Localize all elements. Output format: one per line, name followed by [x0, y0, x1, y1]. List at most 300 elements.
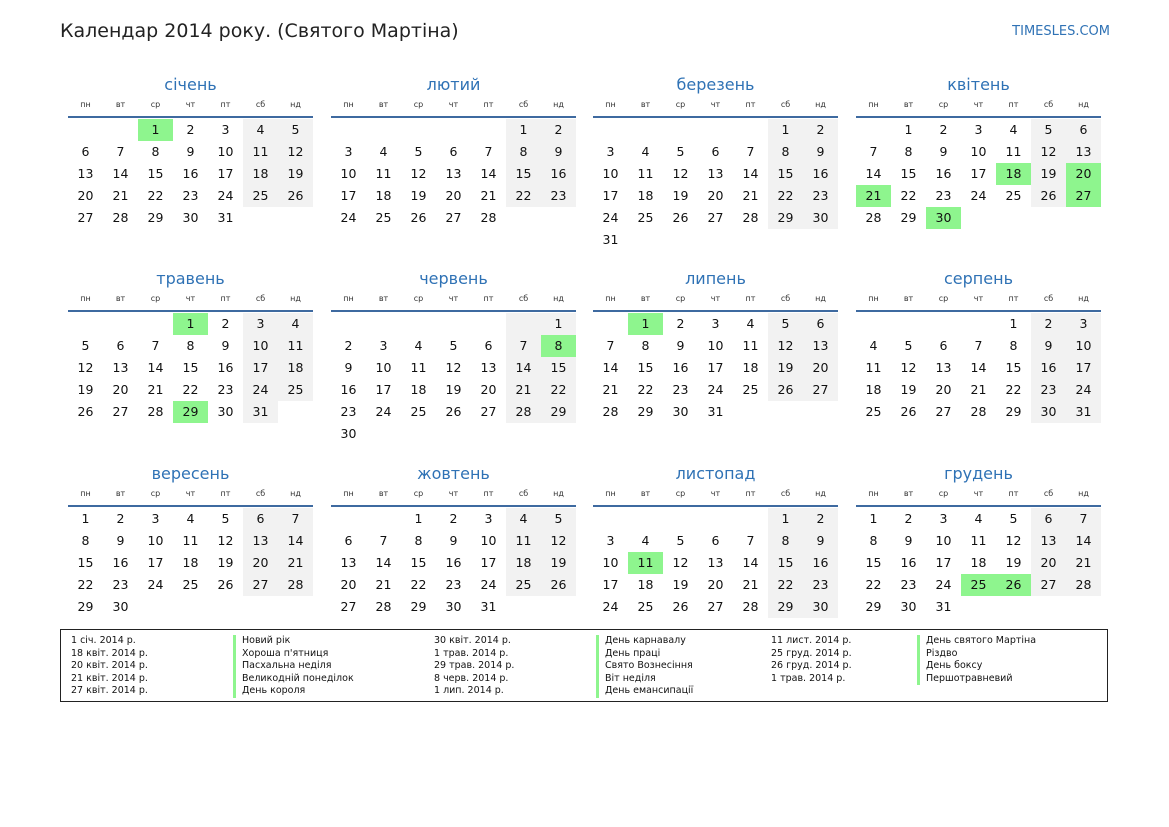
calendar-day[interactable]: 12 [1031, 141, 1066, 163]
calendar-day[interactable]: 31 [935, 599, 952, 614]
calendar-day[interactable]: 14 [742, 555, 759, 570]
calendar-day[interactable]: 8 [151, 144, 160, 159]
calendar-day[interactable]: 4 [414, 338, 423, 353]
calendar-day[interactable]: 31 [480, 599, 497, 614]
calendar-day[interactable]: 12 [278, 141, 313, 163]
calendar-day[interactable]: 5 [449, 338, 458, 353]
calendar-day[interactable]: 22 [541, 379, 576, 401]
calendar-day[interactable]: 10 [480, 533, 497, 548]
calendar-day[interactable]: 2 [541, 119, 576, 141]
holiday-day[interactable]: 20 [1066, 163, 1101, 185]
holiday-day[interactable]: 1 [173, 313, 208, 335]
calendar-day[interactable]: 28 [506, 401, 541, 423]
calendar-day[interactable]: 27 [707, 599, 724, 614]
calendar-day[interactable]: 6 [81, 144, 90, 159]
calendar-day[interactable]: 21 [970, 382, 987, 397]
calendar-day[interactable]: 24 [375, 404, 392, 419]
calendar-day[interactable]: 24 [217, 188, 234, 203]
calendar-day[interactable]: 10 [1066, 335, 1101, 357]
calendar-day[interactable]: 18 [970, 555, 987, 570]
calendar-day[interactable]: 14 [278, 530, 313, 552]
calendar-day[interactable]: 7 [869, 144, 878, 159]
holiday-day[interactable]: 29 [173, 401, 208, 423]
calendar-day[interactable]: 18 [637, 188, 654, 203]
calendar-day[interactable]: 8 [186, 338, 195, 353]
calendar-day[interactable]: 18 [278, 357, 313, 379]
calendar-day[interactable]: 10 [147, 533, 164, 548]
calendar-day[interactable]: 5 [278, 119, 313, 141]
calendar-day[interactable]: 10 [217, 144, 234, 159]
calendar-day[interactable]: 18 [410, 382, 427, 397]
calendar-day[interactable]: 6 [344, 533, 353, 548]
calendar-day[interactable]: 1 [768, 119, 803, 141]
calendar-day[interactable]: 27 [803, 379, 838, 401]
calendar-day[interactable]: 9 [116, 533, 125, 548]
calendar-day[interactable]: 7 [484, 144, 493, 159]
calendar-day[interactable]: 11 [243, 141, 278, 163]
holiday-day[interactable]: 30 [926, 207, 961, 229]
calendar-day[interactable]: 28 [970, 404, 987, 419]
calendar-day[interactable]: 27 [480, 404, 497, 419]
calendar-day[interactable]: 15 [541, 357, 576, 379]
calendar-day[interactable]: 8 [506, 141, 541, 163]
calendar-day[interactable]: 17 [935, 555, 952, 570]
calendar-day[interactable]: 25 [637, 210, 654, 225]
calendar-day[interactable]: 28 [602, 404, 619, 419]
calendar-day[interactable]: 6 [939, 338, 948, 353]
calendar-day[interactable]: 4 [506, 508, 541, 530]
calendar-day[interactable]: 17 [602, 577, 619, 592]
calendar-day[interactable]: 14 [970, 360, 987, 375]
calendar-day[interactable]: 9 [449, 533, 458, 548]
calendar-day[interactable]: 9 [939, 144, 948, 159]
calendar-day[interactable]: 24 [1066, 379, 1101, 401]
calendar-day[interactable]: 2 [904, 511, 913, 526]
calendar-day[interactable]: 3 [243, 313, 278, 335]
calendar-day[interactable]: 30 [672, 404, 689, 419]
calendar-day[interactable]: 19 [77, 382, 94, 397]
calendar-day[interactable]: 27 [340, 599, 357, 614]
calendar-day[interactable]: 9 [1031, 335, 1066, 357]
calendar-day[interactable]: 15 [77, 555, 94, 570]
calendar-day[interactable]: 25 [742, 382, 759, 397]
calendar-day[interactable]: 5 [81, 338, 90, 353]
calendar-day[interactable]: 5 [676, 144, 685, 159]
calendar-day[interactable]: 22 [410, 577, 427, 592]
calendar-day[interactable]: 24 [480, 577, 497, 592]
calendar-day[interactable]: 23 [112, 577, 129, 592]
calendar-day[interactable]: 30 [217, 404, 234, 419]
calendar-day[interactable]: 31 [707, 404, 724, 419]
calendar-day[interactable]: 20 [243, 552, 278, 574]
calendar-day[interactable]: 9 [676, 338, 685, 353]
calendar-day[interactable]: 24 [340, 210, 357, 225]
calendar-day[interactable]: 23 [803, 185, 838, 207]
calendar-day[interactable]: 16 [935, 166, 952, 181]
calendar-day[interactable]: 11 [1005, 144, 1022, 159]
holiday-day[interactable]: 21 [856, 185, 891, 207]
calendar-day[interactable]: 20 [803, 357, 838, 379]
calendar-day[interactable]: 3 [711, 316, 720, 331]
calendar-day[interactable]: 21 [112, 188, 129, 203]
calendar-day[interactable]: 4 [974, 511, 983, 526]
calendar-day[interactable]: 23 [182, 188, 199, 203]
calendar-day[interactable]: 5 [1009, 511, 1018, 526]
calendar-day[interactable]: 8 [81, 533, 90, 548]
calendar-day[interactable]: 2 [803, 508, 838, 530]
calendar-day[interactable]: 5 [768, 313, 803, 335]
calendar-day[interactable]: 13 [77, 166, 94, 181]
calendar-day[interactable]: 17 [602, 188, 619, 203]
calendar-day[interactable]: 23 [1031, 379, 1066, 401]
calendar-day[interactable]: 12 [410, 166, 427, 181]
calendar-day[interactable]: 6 [1066, 119, 1101, 141]
calendar-day[interactable]: 4 [869, 338, 878, 353]
calendar-day[interactable]: 26 [77, 404, 94, 419]
calendar-day[interactable]: 9 [344, 360, 353, 375]
calendar-day[interactable]: 13 [803, 335, 838, 357]
calendar-day[interactable]: 29 [900, 210, 917, 225]
calendar-day[interactable]: 16 [803, 163, 838, 185]
calendar-day[interactable]: 6 [1031, 508, 1066, 530]
calendar-day[interactable]: 20 [707, 577, 724, 592]
calendar-day[interactable]: 2 [344, 338, 353, 353]
calendar-day[interactable]: 22 [768, 574, 803, 596]
calendar-day[interactable]: 19 [900, 382, 917, 397]
calendar-day[interactable]: 13 [340, 555, 357, 570]
calendar-day[interactable]: 6 [711, 533, 720, 548]
calendar-day[interactable]: 11 [410, 360, 427, 375]
calendar-day[interactable]: 1 [869, 511, 878, 526]
calendar-day[interactable]: 25 [182, 577, 199, 592]
calendar-day[interactable]: 1 [1009, 316, 1018, 331]
calendar-day[interactable]: 3 [484, 511, 493, 526]
calendar-day[interactable]: 28 [147, 404, 164, 419]
calendar-day[interactable]: 17 [375, 382, 392, 397]
calendar-day[interactable]: 19 [410, 188, 427, 203]
calendar-day[interactable]: 21 [1066, 552, 1101, 574]
calendar-day[interactable]: 29 [1005, 404, 1022, 419]
calendar-day[interactable]: 6 [449, 144, 458, 159]
calendar-day[interactable]: 19 [672, 577, 689, 592]
calendar-day[interactable]: 11 [742, 338, 759, 353]
calendar-day[interactable]: 15 [637, 360, 654, 375]
calendar-day[interactable]: 7 [974, 338, 983, 353]
calendar-day[interactable]: 8 [414, 533, 423, 548]
calendar-day[interactable]: 3 [939, 511, 948, 526]
calendar-day[interactable]: 25 [278, 379, 313, 401]
calendar-day[interactable]: 24 [602, 210, 619, 225]
holiday-day[interactable]: 11 [628, 552, 663, 574]
calendar-day[interactable]: 22 [865, 577, 882, 592]
calendar-day[interactable]: 19 [541, 552, 576, 574]
calendar-day[interactable]: 7 [506, 335, 541, 357]
calendar-day[interactable]: 20 [77, 188, 94, 203]
calendar-day[interactable]: 14 [865, 166, 882, 181]
calendar-day[interactable]: 31 [243, 401, 278, 423]
calendar-day[interactable]: 29 [147, 210, 164, 225]
calendar-day[interactable]: 26 [410, 210, 427, 225]
calendar-day[interactable]: 26 [672, 599, 689, 614]
calendar-day[interactable]: 5 [676, 533, 685, 548]
calendar-day[interactable]: 25 [1005, 188, 1022, 203]
calendar-day[interactable]: 7 [1066, 508, 1101, 530]
calendar-day[interactable]: 16 [182, 166, 199, 181]
calendar-day[interactable]: 17 [147, 555, 164, 570]
calendar-day[interactable]: 4 [243, 119, 278, 141]
calendar-day[interactable]: 19 [1005, 555, 1022, 570]
calendar-day[interactable]: 22 [506, 185, 541, 207]
calendar-day[interactable]: 23 [217, 382, 234, 397]
calendar-day[interactable]: 17 [480, 555, 497, 570]
calendar-day[interactable]: 9 [221, 338, 230, 353]
calendar-day[interactable]: 24 [935, 577, 952, 592]
calendar-day[interactable]: 23 [541, 185, 576, 207]
calendar-day[interactable]: 1 [81, 511, 90, 526]
calendar-day[interactable]: 27 [1031, 574, 1066, 596]
calendar-day[interactable]: 14 [112, 166, 129, 181]
calendar-day[interactable]: 12 [768, 335, 803, 357]
calendar-day[interactable]: 30 [340, 426, 357, 441]
calendar-day[interactable]: 20 [340, 577, 357, 592]
calendar-day[interactable]: 7 [151, 338, 160, 353]
calendar-day[interactable]: 2 [803, 119, 838, 141]
calendar-day[interactable]: 13 [707, 166, 724, 181]
calendar-day[interactable]: 5 [904, 338, 913, 353]
calendar-day[interactable]: 24 [707, 382, 724, 397]
holiday-day[interactable]: 25 [961, 574, 996, 596]
calendar-day[interactable]: 15 [182, 360, 199, 375]
calendar-day[interactable]: 25 [865, 404, 882, 419]
calendar-day[interactable]: 13 [1031, 530, 1066, 552]
calendar-day[interactable]: 31 [1066, 401, 1101, 423]
calendar-day[interactable]: 23 [445, 577, 462, 592]
calendar-day[interactable]: 1 [506, 119, 541, 141]
calendar-day[interactable]: 13 [112, 360, 129, 375]
calendar-day[interactable]: 25 [637, 599, 654, 614]
calendar-day[interactable]: 28 [742, 210, 759, 225]
calendar-day[interactable]: 17 [217, 166, 234, 181]
calendar-day[interactable]: 28 [865, 210, 882, 225]
calendar-day[interactable]: 2 [221, 316, 230, 331]
calendar-day[interactable]: 10 [340, 166, 357, 181]
calendar-day[interactable]: 14 [602, 360, 619, 375]
holiday-day[interactable]: 8 [541, 335, 576, 357]
calendar-day[interactable]: 4 [746, 316, 755, 331]
calendar-day[interactable]: 18 [637, 577, 654, 592]
calendar-day[interactable]: 29 [77, 599, 94, 614]
calendar-day[interactable]: 25 [506, 574, 541, 596]
calendar-day[interactable]: 2 [1031, 313, 1066, 335]
calendar-day[interactable]: 21 [742, 577, 759, 592]
calendar-day[interactable]: 24 [243, 379, 278, 401]
calendar-day[interactable]: 9 [541, 141, 576, 163]
calendar-day[interactable]: 20 [112, 382, 129, 397]
calendar-day[interactable]: 1 [541, 313, 576, 335]
calendar-day[interactable]: 7 [746, 533, 755, 548]
calendar-day[interactable]: 11 [637, 166, 654, 181]
calendar-day[interactable]: 10 [707, 338, 724, 353]
calendar-day[interactable]: 24 [147, 577, 164, 592]
calendar-day[interactable]: 26 [672, 210, 689, 225]
calendar-day[interactable]: 29 [410, 599, 427, 614]
calendar-day[interactable]: 2 [116, 511, 125, 526]
calendar-day[interactable]: 14 [506, 357, 541, 379]
calendar-day[interactable]: 4 [1009, 122, 1018, 137]
calendar-day[interactable]: 16 [1031, 357, 1066, 379]
calendar-day[interactable]: 22 [1005, 382, 1022, 397]
calendar-day[interactable]: 19 [672, 188, 689, 203]
calendar-day[interactable]: 6 [803, 313, 838, 335]
calendar-day[interactable]: 15 [900, 166, 917, 181]
calendar-day[interactable]: 19 [1031, 163, 1066, 185]
calendar-day[interactable]: 13 [445, 166, 462, 181]
calendar-day[interactable]: 3 [974, 122, 983, 137]
calendar-day[interactable]: 16 [445, 555, 462, 570]
calendar-day[interactable]: 27 [112, 404, 129, 419]
calendar-day[interactable]: 26 [1031, 185, 1066, 207]
calendar-day[interactable]: 17 [1066, 357, 1101, 379]
calendar-day[interactable]: 15 [1005, 360, 1022, 375]
calendar-day[interactable]: 8 [768, 530, 803, 552]
holiday-day[interactable]: 26 [996, 574, 1031, 596]
calendar-day[interactable]: 5 [1031, 119, 1066, 141]
calendar-day[interactable]: 30 [803, 596, 838, 618]
calendar-day[interactable]: 18 [243, 163, 278, 185]
calendar-day[interactable]: 28 [112, 210, 129, 225]
calendar-day[interactable]: 19 [278, 163, 313, 185]
calendar-day[interactable]: 11 [970, 533, 987, 548]
calendar-day[interactable]: 11 [865, 360, 882, 375]
calendar-day[interactable]: 27 [77, 210, 94, 225]
calendar-day[interactable]: 24 [970, 188, 987, 203]
calendar-day[interactable]: 22 [182, 382, 199, 397]
calendar-day[interactable]: 12 [900, 360, 917, 375]
calendar-day[interactable]: 4 [641, 144, 650, 159]
holiday-day[interactable]: 27 [1066, 185, 1101, 207]
calendar-day[interactable]: 8 [1009, 338, 1018, 353]
calendar-day[interactable]: 15 [768, 163, 803, 185]
calendar-day[interactable]: 26 [768, 379, 803, 401]
calendar-day[interactable]: 3 [344, 144, 353, 159]
calendar-day[interactable]: 29 [637, 404, 654, 419]
calendar-day[interactable]: 4 [186, 511, 195, 526]
calendar-day[interactable]: 4 [379, 144, 388, 159]
calendar-day[interactable]: 3 [606, 533, 615, 548]
calendar-day[interactable]: 26 [445, 404, 462, 419]
calendar-day[interactable]: 6 [116, 338, 125, 353]
calendar-day[interactable]: 3 [606, 144, 615, 159]
calendar-day[interactable]: 7 [278, 508, 313, 530]
calendar-day[interactable]: 7 [746, 144, 755, 159]
calendar-day[interactable]: 9 [904, 533, 913, 548]
calendar-day[interactable]: 14 [480, 166, 497, 181]
calendar-day[interactable]: 2 [939, 122, 948, 137]
calendar-day[interactable]: 10 [970, 144, 987, 159]
calendar-day[interactable]: 2 [676, 316, 685, 331]
calendar-day[interactable]: 16 [803, 552, 838, 574]
calendar-day[interactable]: 30 [182, 210, 199, 225]
calendar-day[interactable]: 4 [278, 313, 313, 335]
calendar-day[interactable]: 3 [221, 122, 230, 137]
calendar-day[interactable]: 25 [375, 210, 392, 225]
holiday-day[interactable]: 1 [138, 119, 173, 141]
calendar-day[interactable]: 17 [340, 188, 357, 203]
calendar-day[interactable]: 18 [506, 552, 541, 574]
calendar-day[interactable]: 18 [375, 188, 392, 203]
calendar-day[interactable]: 5 [541, 508, 576, 530]
calendar-day[interactable]: 3 [151, 511, 160, 526]
calendar-day[interactable]: 27 [707, 210, 724, 225]
calendar-day[interactable]: 22 [768, 185, 803, 207]
calendar-day[interactable]: 20 [1031, 552, 1066, 574]
calendar-day[interactable]: 10 [602, 555, 619, 570]
calendar-day[interactable]: 30 [900, 599, 917, 614]
calendar-day[interactable]: 22 [900, 188, 917, 203]
calendar-day[interactable]: 17 [243, 357, 278, 379]
calendar-day[interactable]: 6 [484, 338, 493, 353]
calendar-day[interactable]: 15 [865, 555, 882, 570]
calendar-day[interactable]: 29 [541, 401, 576, 423]
calendar-day[interactable]: 21 [278, 552, 313, 574]
calendar-day[interactable]: 6 [711, 144, 720, 159]
calendar-day[interactable]: 15 [410, 555, 427, 570]
calendar-day[interactable]: 21 [375, 577, 392, 592]
calendar-day[interactable]: 10 [935, 533, 952, 548]
calendar-day[interactable]: 27 [243, 574, 278, 596]
calendar-day[interactable]: 15 [506, 163, 541, 185]
calendar-day[interactable]: 12 [672, 166, 689, 181]
calendar-day[interactable]: 17 [970, 166, 987, 181]
calendar-day[interactable]: 7 [379, 533, 388, 548]
calendar-day[interactable]: 5 [221, 511, 230, 526]
calendar-day[interactable]: 12 [1005, 533, 1022, 548]
calendar-day[interactable]: 6 [243, 508, 278, 530]
calendar-day[interactable]: 16 [112, 555, 129, 570]
calendar-day[interactable]: 12 [217, 533, 234, 548]
calendar-day[interactable]: 20 [707, 188, 724, 203]
holiday-day[interactable]: 1 [628, 313, 663, 335]
calendar-day[interactable]: 16 [340, 382, 357, 397]
calendar-day[interactable]: 16 [541, 163, 576, 185]
calendar-day[interactable]: 14 [742, 166, 759, 181]
calendar-day[interactable]: 28 [742, 599, 759, 614]
calendar-day[interactable]: 23 [340, 404, 357, 419]
calendar-day[interactable]: 16 [672, 360, 689, 375]
calendar-day[interactable]: 11 [375, 166, 392, 181]
calendar-day[interactable]: 10 [243, 335, 278, 357]
calendar-day[interactable]: 19 [217, 555, 234, 570]
calendar-day[interactable]: 28 [480, 210, 497, 225]
calendar-day[interactable]: 11 [278, 335, 313, 357]
calendar-day[interactable]: 21 [602, 382, 619, 397]
calendar-day[interactable]: 14 [1066, 530, 1101, 552]
calendar-day[interactable]: 3 [379, 338, 388, 353]
calendar-day[interactable]: 29 [768, 207, 803, 229]
calendar-day[interactable]: 28 [278, 574, 313, 596]
calendar-day[interactable]: 25 [410, 404, 427, 419]
calendar-day[interactable]: 21 [147, 382, 164, 397]
calendar-day[interactable]: 2 [186, 122, 195, 137]
calendar-day[interactable]: 18 [865, 382, 882, 397]
calendar-day[interactable]: 26 [217, 577, 234, 592]
calendar-day[interactable]: 9 [803, 530, 838, 552]
calendar-day[interactable]: 15 [147, 166, 164, 181]
calendar-day[interactable]: 16 [217, 360, 234, 375]
calendar-day[interactable]: 12 [672, 555, 689, 570]
calendar-day[interactable]: 15 [768, 552, 803, 574]
calendar-day[interactable]: 13 [243, 530, 278, 552]
